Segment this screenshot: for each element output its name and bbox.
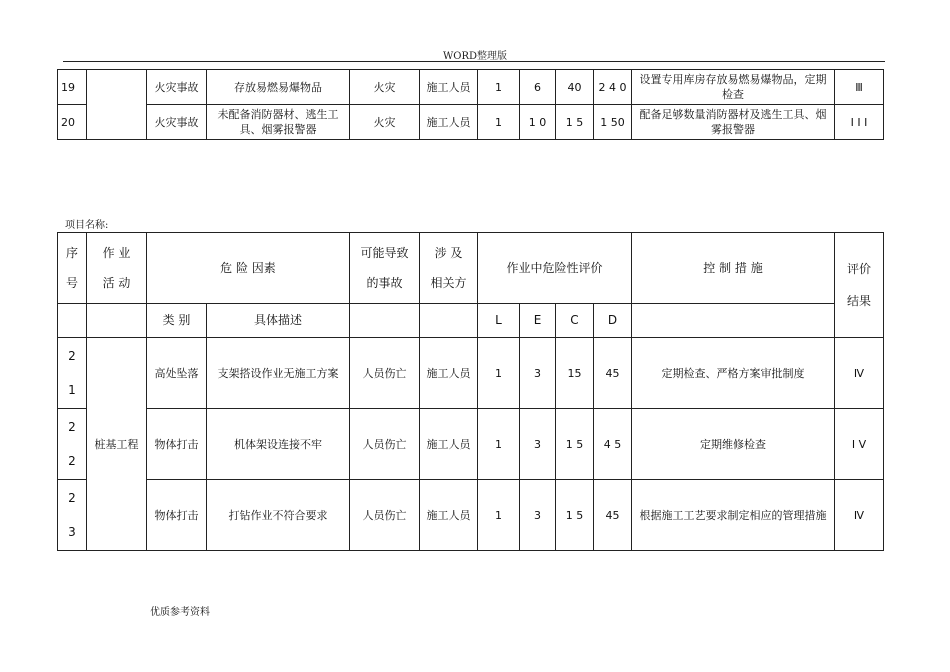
header-no-line2: 号 [65,276,78,290]
sub-type: 类 别 [147,304,207,338]
value-c: 1 5 [556,480,594,551]
table-row [58,70,884,105]
sub-e: E [520,304,556,338]
header-accident [350,233,420,304]
page-footer: 优质参考资料 [150,607,210,618]
header-result-line2: 结果 [846,294,871,308]
header-party [420,233,478,304]
row-number-line1: 2 [68,420,76,434]
hazard-table-continued [57,69,884,140]
value-l: 1 [478,409,520,480]
value-c: 1 5 [556,105,594,140]
possible-accident: 人员伤亡 [350,480,420,551]
possible-accident: 人员伤亡 [350,338,420,409]
row-number-line2: 2 [68,454,76,468]
possible-accident: 火灾 [350,70,420,105]
activity-cell: 桩基工程 [87,338,147,551]
eval-result: Ⅲ [835,70,884,105]
row-number [58,480,87,551]
header-party-line2: 相关方 [430,276,467,290]
eval-result: Ⅳ [835,338,884,409]
hazard-desc: 机体架设连接不牢 [207,409,350,480]
header-measure: 控 制 措 施 [632,233,835,304]
table-row [58,105,884,140]
header-no-line1: 序 [65,246,78,260]
value-c: 40 [556,70,594,105]
page-header: WORD整理版 [442,51,508,62]
possible-accident: 火灾 [350,105,420,140]
project-name-label: 项目名称: [65,220,109,231]
table-row [58,409,884,480]
sub-blank-measure [632,304,835,338]
hazard-type: 火灾事故 [147,105,207,140]
sub-c: C [556,304,594,338]
row-number: 20 [58,105,87,140]
value-l: 1 [478,338,520,409]
value-e: 3 [520,480,556,551]
header-accident-line2: 的事故 [366,276,403,290]
row-number-line1: 2 [68,491,76,505]
table-row [58,480,884,551]
header-party-line1: 涉 及 [434,246,463,260]
sub-blank-party [420,304,478,338]
header-activity [87,233,147,304]
control-measure: 定期检查、严格方案审批制度 [632,338,835,409]
related-party: 施工人员 [420,70,478,105]
related-party: 施工人员 [420,409,478,480]
table-row [58,338,884,409]
row-number [58,338,87,409]
related-party: 施工人员 [420,338,478,409]
row-number-line2: 1 [68,383,76,397]
header-accident-line1: 可能导致 [360,246,409,260]
sub-blank-activity [87,304,147,338]
value-c: 15 [556,338,594,409]
header-result-line1: 评价 [846,262,871,276]
related-party: 施工人员 [420,480,478,551]
row-number-line2: 3 [68,525,76,539]
value-d: 4 5 [594,409,632,480]
hazard-desc: 未配备消防器材、逃生工具、烟雾报警器 [207,105,350,140]
hazard-desc: 打钻作业不符合要求 [207,480,350,551]
value-l: 1 [478,70,520,105]
row-number [58,409,87,480]
value-d: 2 4 0 [594,70,632,105]
activity-cell [87,70,147,140]
header-activity-line2: 活 动 [102,276,131,290]
hazard-desc: 存放易燃易爆物品 [207,70,350,105]
table-header-row [58,233,884,304]
possible-accident: 人员伤亡 [350,409,420,480]
value-d: 45 [594,480,632,551]
hazard-type: 高处坠落 [147,338,207,409]
value-e: 3 [520,338,556,409]
value-l: 1 [478,480,520,551]
sub-l: L [478,304,520,338]
sub-blank-no [58,304,87,338]
header-no [58,233,87,304]
sub-blank-accident [350,304,420,338]
related-party: 施工人员 [420,105,478,140]
hazard-type: 火灾事故 [147,70,207,105]
control-measure: 根据施工工艺要求制定相应的管理措施 [632,480,835,551]
eval-result: Ⅳ [835,480,884,551]
table-subheader-row [58,304,884,338]
control-measure: 配备足够数量消防器材及逃生工具、烟雾报警器 [632,105,835,140]
control-measure: 设置专用库房存放易燃易爆物品，定期检查 [632,70,835,105]
header-result [835,233,884,338]
header-hazard: 危 险 因素 [147,233,350,304]
value-c: 1 5 [556,409,594,480]
eval-result: I I I [835,105,884,140]
eval-result: I V [835,409,884,480]
value-d: 45 [594,338,632,409]
value-l: 1 [478,105,520,140]
row-number: 19 [58,70,87,105]
row-number-line1: 2 [68,349,76,363]
sub-d: D [594,304,632,338]
header-activity-line1: 作 业 [102,246,131,260]
hazard-type: 物体打击 [147,409,207,480]
hazard-type: 物体打击 [147,480,207,551]
value-e: 1 0 [520,105,556,140]
sub-desc: 具体描述 [207,304,350,338]
value-e: 6 [520,70,556,105]
hazard-evaluation-table [57,232,884,551]
header-eval: 作业中危险性评价 [478,233,632,304]
value-d: 1 50 [594,105,632,140]
hazard-desc: 支架搭设作业无施工方案 [207,338,350,409]
value-e: 3 [520,409,556,480]
control-measure: 定期维修检查 [632,409,835,480]
header-divider [63,61,885,62]
